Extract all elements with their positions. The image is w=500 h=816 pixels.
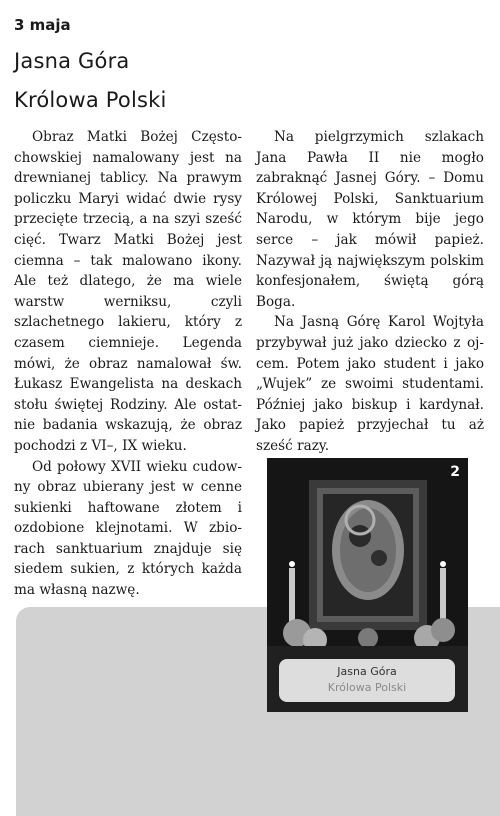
right-column	[256, 127, 484, 457]
caption-subtitle: Królowa Polski	[327, 681, 407, 694]
left-paragraph-1: Obraz Matki Bożej Częstochowskiej namalowany jest na drewnianej tablicy. Na prawym policzku Maryi widać dwie rysy przecięte trzecią, a na szyi sześć cięć. Twarz Matki Bożej jest ciemna – tak malowano ikony. Ale też dlatego, że ma wiele warstw werniksu, czyli szlachetnego lakieru, który z czasem ciemnieje. Legenda mówi, że obraz namalował św. Łukasz Ewangelista na deskach stołu świętej Rodziny. Ale ostatnie badania wskazują, że obraz pochodzi z VI–, IX wieku.	[14, 129, 242, 454]
date-label: 3 maja	[14, 16, 71, 34]
photo-caption	[279, 659, 455, 702]
right-paragraph-2: Na Jasną Górę Karol Wojtyła przybywał już jako dziecko z ojcem. Potem jako student i jako „Wujek” ze swoimi studentami. Później jako biskup i kardynał. Jako papież przyjechał tu aż sześć razy.	[256, 314, 484, 454]
caption-title: Jasna Góra	[337, 665, 397, 678]
left-column	[14, 127, 242, 601]
right-paragraph-1: Na pielgrzymich szlakach Jana Pawła II nie mogło zabraknąć Jasnej Góry. – Domu Królowej Polski, Sanktuarium Narodu, w którym bije jego serce – jak mówił papież. Nazywał ją największym polskim konfesjonałem, świętą górą Boga.	[256, 129, 484, 310]
photo-number-badge: 2	[450, 464, 460, 480]
icon-photo	[267, 458, 468, 712]
page-title-line2: Królowa Polski	[14, 88, 167, 112]
left-paragraph-2: Od połowy XVII wieku cudowny obraz ubierany jest w cenne sukienki haftowane złotem i ozdobione klejnotami. W zbiorach sanktuarium znajduje się siedem sukien, z których każda ma własną nazwę.	[14, 458, 242, 599]
page-title-line1: Jasna Góra	[14, 49, 130, 73]
